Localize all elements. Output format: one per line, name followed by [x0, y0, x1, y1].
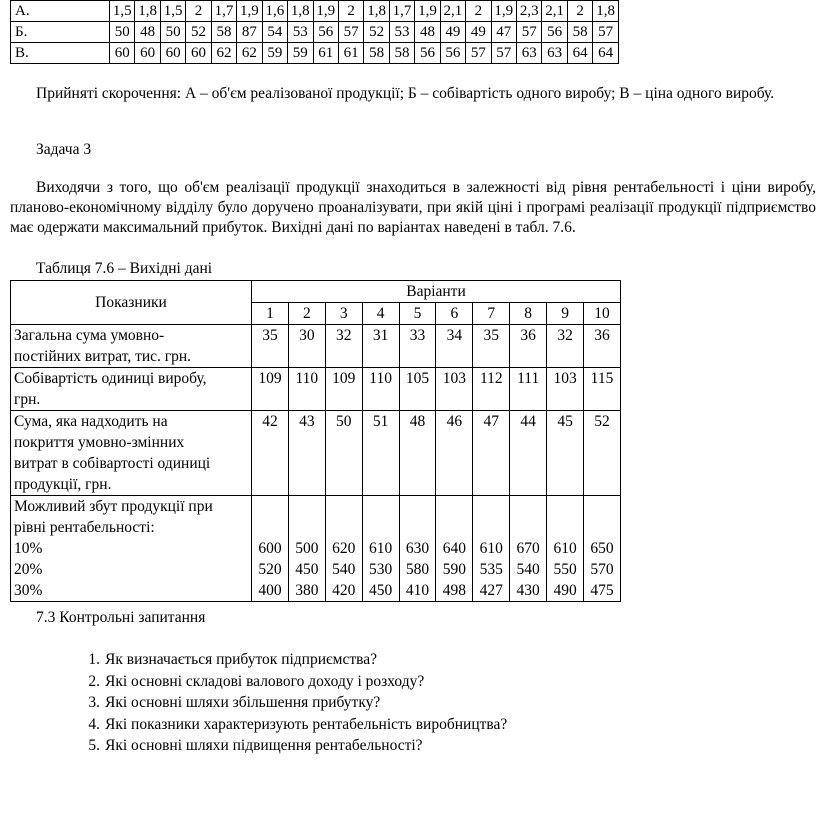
table-cell: 57 [491, 43, 516, 64]
sales-value: 400 [258, 582, 282, 599]
sales-value: 427 [479, 582, 503, 599]
sales-value: 580 [405, 561, 430, 578]
table-cell: 57 [593, 22, 619, 43]
sales-value: 570 [590, 561, 614, 578]
sales-cell [325, 496, 362, 602]
abbreviations-text: Прийняті скорочення: А – об'єм реалізованої продукції; Б – собівартість одного виробу; В – ціна одного виробу. [36, 85, 775, 102]
table-cell: 59 [262, 43, 287, 64]
sales-cell [252, 496, 289, 602]
table-cell: 1,6 [262, 1, 287, 22]
sales-cell [510, 496, 547, 602]
sales-cell [288, 496, 325, 602]
table-cell: 47 [473, 411, 510, 496]
table-cell: 53 [389, 22, 414, 43]
variant-number: 2 [288, 303, 325, 325]
variant-number: 10 [584, 303, 621, 325]
table-cell: 2 [466, 1, 491, 22]
table-cell: 58 [567, 22, 592, 43]
indicator-label-line: грн. [14, 391, 41, 408]
sales-cell [362, 496, 399, 602]
header-indicators: Показники [11, 281, 252, 325]
indicator-label [11, 411, 252, 496]
table-cell: 32 [547, 325, 584, 368]
indicator-row [11, 325, 621, 368]
sales-value: 620 [332, 540, 356, 557]
table-cell: 35 [252, 325, 289, 368]
indicator-label-line: покриття умовно-змінних [14, 434, 185, 451]
table-cell: 56 [313, 22, 338, 43]
indicator-label-line: Можливий збут продукції при [14, 498, 213, 515]
sales-value: 540 [332, 561, 356, 578]
table-cell: 34 [436, 325, 473, 368]
indicator-label-line: постійних витрат, тис. грн. [14, 348, 192, 365]
sales-value: 590 [442, 561, 467, 578]
sales-value: 520 [258, 561, 282, 578]
table-cell: 57 [466, 43, 491, 64]
indicator-label [11, 368, 252, 411]
table-cell: 58 [211, 22, 236, 43]
table-cell: 62 [211, 43, 236, 64]
table-cell: 42 [252, 411, 289, 496]
table-cell: 48 [415, 22, 440, 43]
sales-value: 475 [590, 582, 614, 599]
table-cell: 62 [237, 43, 262, 64]
question-text: Які основні шляхи збільшення прибутку? [105, 694, 381, 711]
table-cell: 48 [135, 22, 160, 43]
sales-value: 430 [516, 582, 540, 599]
table-cell: 58 [389, 43, 414, 64]
variant-number: 8 [510, 303, 547, 325]
table-cell: 1,8 [364, 1, 389, 22]
table-cell: 36 [584, 325, 621, 368]
variants-data-table [10, 0, 619, 64]
table-cell: 30 [288, 325, 325, 368]
sales-value: 610 [479, 540, 503, 557]
table-cell: 1,7 [211, 1, 236, 22]
table-cell: 33 [399, 325, 436, 368]
sales-cell [473, 496, 510, 602]
sales-value: 490 [553, 582, 577, 599]
table-cell: 47 [491, 22, 516, 43]
sales-value: 380 [295, 582, 319, 599]
profitability-level: 20% [14, 561, 43, 578]
variant-number: 3 [325, 303, 362, 325]
top-table-row [11, 1, 619, 22]
variant-number: 5 [399, 303, 436, 325]
table-cell: 56 [542, 22, 567, 43]
question-item [76, 714, 507, 736]
question-number: 2. [88, 672, 100, 690]
sales-value: 670 [516, 540, 540, 557]
table-cell: 60 [110, 43, 135, 64]
table-cell: 112 [473, 368, 510, 411]
initial-data-table [10, 280, 621, 602]
table-cell: 1,9 [237, 1, 262, 22]
table-cell: 63 [517, 43, 542, 64]
indicator-row [11, 368, 621, 411]
variant-number: 1 [252, 303, 289, 325]
variant-number: 6 [436, 303, 473, 325]
table-cell: 57 [517, 22, 542, 43]
question-item [76, 692, 507, 714]
abbreviations-paragraph [10, 84, 814, 104]
sales-value: 610 [553, 540, 577, 557]
top-table-row [11, 22, 619, 43]
sales-value: 610 [368, 540, 393, 557]
question-text: Як визначається прибуток підприємства? [105, 651, 378, 668]
indicator-row [11, 411, 621, 496]
table-cell: 64 [567, 43, 592, 64]
table-cell: 1,5 [160, 1, 185, 22]
section-title: 7.3 Контрольні запитання [36, 609, 206, 626]
table-cell: 2,1 [542, 1, 567, 22]
table-cell: 36 [510, 325, 547, 368]
questions-list [76, 649, 507, 757]
table-cell: 109 [252, 368, 289, 411]
table-cell: 59 [288, 43, 313, 64]
table-cell: 32 [325, 325, 362, 368]
table-cell: 87 [237, 22, 262, 43]
table-cell: 61 [313, 43, 338, 64]
table-cell: 52 [364, 22, 389, 43]
sales-cell [436, 496, 473, 602]
table-cell: 48 [399, 411, 436, 496]
table-cell: 110 [288, 368, 325, 411]
task-text: Виходячи з того, що об'єм реалізації продукції знаходиться в залежності від рівня рентабельності і ціни виробу, планово-економічному відділу було доручено проаналізувати, при якій ціні і програмі реалізації продукції підприємство має одержати максимальний прибуток. Вихідні дані по варіантах наведені в табл. 7.6. [10, 179, 816, 236]
table-cell: 109 [325, 368, 362, 411]
task-paragraph [10, 178, 816, 238]
indicator-label [11, 325, 252, 368]
table-cell: 52 [186, 22, 211, 43]
sales-cell [399, 496, 436, 602]
table-cell: 60 [135, 43, 160, 64]
table-cell: 61 [338, 43, 363, 64]
question-item [76, 735, 507, 757]
table-cell: 2,1 [440, 1, 465, 22]
sales-value: 410 [405, 582, 430, 599]
indicator-label [11, 496, 252, 602]
sales-value: 640 [442, 540, 467, 557]
top-table-row [11, 43, 619, 64]
indicator-label-line: продукції, грн. [14, 476, 112, 493]
table-cell: 50 [110, 22, 135, 43]
table-cell: 45 [547, 411, 584, 496]
table-cell: 2,3 [517, 1, 542, 22]
sales-value: 450 [368, 582, 393, 599]
table-cell: 103 [547, 368, 584, 411]
table-cell: 1,9 [491, 1, 516, 22]
sales-value: 498 [442, 582, 467, 599]
row-label: В. [11, 43, 110, 64]
sales-value: 630 [405, 540, 430, 557]
table-cell: 63 [542, 43, 567, 64]
table-cell: 1,5 [110, 1, 135, 22]
sales-value: 550 [553, 561, 577, 578]
table-cell: 56 [415, 43, 440, 64]
row-label: А. [11, 1, 110, 22]
question-number: 4. [88, 715, 100, 733]
table-cell: 103 [436, 368, 473, 411]
table-cell: 56 [440, 43, 465, 64]
table-cell: 31 [362, 325, 399, 368]
indicator-label-line: Сума, яка надходить на [14, 413, 168, 430]
sales-value: 530 [368, 561, 393, 578]
question-item [76, 671, 507, 693]
table-cell: 50 [325, 411, 362, 496]
variant-number: 9 [547, 303, 584, 325]
table-cell: 51 [362, 411, 399, 496]
table-cell: 110 [362, 368, 399, 411]
table-cell: 50 [160, 22, 185, 43]
profitability-level: 10% [14, 540, 43, 557]
question-text: Які основні складові валового доходу і розходу? [105, 672, 425, 690]
question-text: Які основні шляхи підвищення рентабельності? [105, 737, 423, 754]
indicator-label-line: витрат в собівартості одиниці [14, 455, 211, 472]
task-title: Задача 3 [36, 141, 92, 158]
table-cell: 60 [160, 43, 185, 64]
table-cell: 52 [584, 411, 621, 496]
table-cell: 49 [440, 22, 465, 43]
table-cell: 2 [567, 1, 592, 22]
table-cell: 35 [473, 325, 510, 368]
table-cell: 2 [338, 1, 363, 22]
sales-value: 600 [258, 540, 282, 557]
table-cell: 58 [364, 43, 389, 64]
variant-number: 4 [362, 303, 399, 325]
table-cell: 1,9 [313, 1, 338, 22]
sales-value: 540 [516, 561, 540, 578]
table-header-row [11, 281, 621, 303]
sales-value: 450 [295, 561, 319, 578]
sales-value: 535 [479, 561, 503, 578]
variant-number: 7 [473, 303, 510, 325]
sales-value: 500 [295, 540, 319, 557]
table-cell: 1,9 [415, 1, 440, 22]
table-cell: 1,8 [593, 1, 619, 22]
sales-value: 420 [332, 582, 356, 599]
question-number: 1. [88, 651, 100, 668]
indicator-label-line: Загальна сума умовно- [14, 327, 165, 344]
table-cell: 1,8 [135, 1, 160, 22]
indicator-label-line: рівні рентабельності: [14, 519, 155, 536]
table-cell: 60 [186, 43, 211, 64]
table-cell: 115 [584, 368, 621, 411]
table-cell: 1,7 [389, 1, 414, 22]
table-cell: 54 [262, 22, 287, 43]
profitability-level: 30% [14, 582, 43, 599]
sales-row [11, 496, 621, 602]
table-cell: 53 [288, 22, 313, 43]
question-number: 5. [88, 737, 100, 754]
question-number: 3. [88, 694, 100, 711]
table-cell: 43 [288, 411, 325, 496]
question-item [76, 649, 507, 671]
sales-value: 650 [590, 540, 614, 557]
table-cell: 111 [510, 368, 547, 411]
sales-cell [547, 496, 584, 602]
row-label: Б. [11, 22, 110, 43]
table-cell: 64 [593, 43, 619, 64]
indicator-label-line: Собівартість одиниці виробу, [14, 370, 207, 387]
table-cell: 2 [186, 1, 211, 22]
sales-cell [584, 496, 621, 602]
table-cell: 105 [399, 368, 436, 411]
table-cell: 1,8 [288, 1, 313, 22]
table-caption: Таблиця 7.6 – Вихідні дані [36, 260, 213, 277]
question-text: Які показники характеризують рентабельність виробництва? [105, 715, 508, 733]
table-cell: 49 [466, 22, 491, 43]
table-cell: 44 [510, 411, 547, 496]
table-cell: 46 [436, 411, 473, 496]
table-cell: 57 [338, 22, 363, 43]
header-variants: Варіанти [252, 281, 621, 303]
